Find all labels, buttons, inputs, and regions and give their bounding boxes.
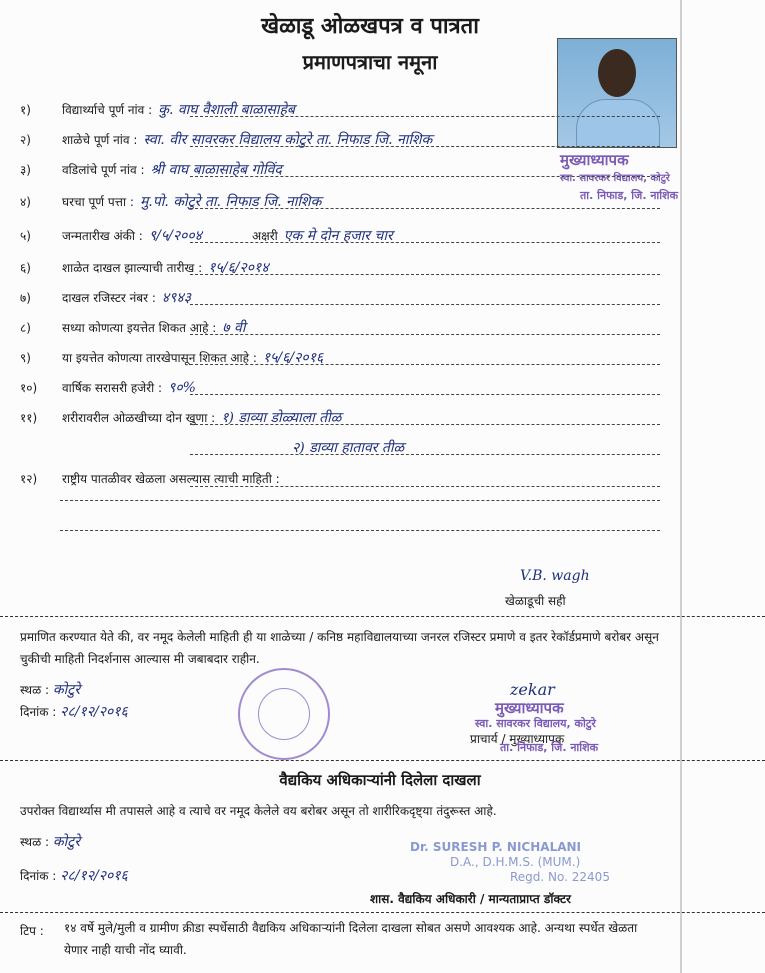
page-edge (680, 0, 682, 973)
field-label: दाखल रजिस्टर नंबर : (62, 291, 156, 305)
student-photo (557, 38, 677, 148)
field-label: विद्यार्थ्याचे पूर्ण नांव : (62, 103, 153, 117)
field-dash-line (190, 208, 660, 209)
field-dash-line (190, 364, 660, 365)
field-number: २) (20, 133, 31, 147)
medical-heading: वैद्यकिय अधिकाऱ्यांनी दिलेला दाखला (279, 771, 481, 789)
field-label: जन्मतारीख अंकी : (62, 229, 143, 243)
field-dash-line (190, 334, 660, 335)
photo-body (576, 99, 660, 148)
field-label: राष्ट्रीय पातळीवर खेळला असल्यास त्याची माहिती : (62, 472, 280, 486)
place-value: कोटुरे (52, 682, 81, 698)
note-label: टिप : (20, 924, 44, 938)
stamp-title-bottom: मुख्याध्यापक (495, 699, 564, 717)
field-value: ७ वी (222, 320, 246, 336)
field-value: स्वा. वीर सावरकर विद्यालय कोटुरे ता. निफाड जि. नाशिक (143, 132, 433, 148)
field-label: वडिलांचे पूर्ण नांव : (62, 163, 145, 177)
field-dash-line (190, 176, 660, 177)
field-value: श्री वाघ बाळासाहेब गोविंद (150, 162, 282, 178)
field-row (20, 470, 286, 487)
medical-text: उपरोक्त विद्यार्थ्यास मी तपासले आहे व त्याचे वर नमूद केलेले वय बरोबर असून तो शारीरिकदृष्ट्या तंदुरूस्त आहे. (20, 804, 497, 818)
place-label: स्थळ : (20, 683, 50, 697)
field-label: शरीरावरील ओळखीच्या दोन खुणा : (62, 411, 216, 425)
field-value: २) डाव्या हातावर तीळ (292, 440, 405, 456)
field-dash-line (190, 454, 660, 455)
field-value: ९०% (168, 380, 196, 396)
field-row (20, 288, 191, 307)
stamp-line1-bottom: स्वा. सावरकर विद्यालय, कोटुरे (475, 717, 596, 730)
field-number: ६) (20, 261, 31, 275)
field-label: घरचा पूर्ण पत्ता : (62, 195, 134, 209)
date-label: दिनांक : (20, 705, 57, 719)
med-place-value: कोटुरे (52, 834, 81, 850)
field-row (20, 378, 196, 397)
field-dash-line (190, 304, 660, 305)
field-number: १०) (20, 381, 38, 395)
field-value: ९/५/२००४ (148, 228, 202, 244)
field-label: शाळेत दाखल झाल्याची तारीख : (62, 261, 203, 275)
field-number: १२) (20, 472, 38, 486)
doctor-stamp (410, 840, 610, 885)
field-extra-label: अक्षरी (251, 229, 278, 243)
field-number: ८) (20, 321, 31, 335)
player-signature: V.B. wagh (520, 568, 590, 584)
stamp-line1-top: स्वा. सावरकर विद्यालय, कोटुरे (560, 173, 670, 184)
note-text: १४ वर्षे मुले/मुली व ग्रामीण क्रीडा स्पर्धेसाठी वैद्यकिय अधिकाऱ्यांनी दिलेला दाखला सोबत असणे आवश्यक आहे. अन्यथा स्पर्धेत खेळता येणार नाही याची नोंद घ्यावी. (64, 921, 638, 957)
photo-head (598, 49, 636, 97)
certify-text: प्रमाणित करण्यात येते की, वर नमूद केलेली माहिती ही या शाळेच्या / कनिष्ठ महाविद्यालयाच्या जनरल रजिस्टर प्रमाणे व इतर रेकॉर्डप्रमाणे बरोबर असून चुकीची माहिती निदर्शनास आल्यास मी जबाबदार राहीन. (20, 630, 659, 666)
blank-dash-line (60, 500, 660, 501)
field-value: १५/६/२०१६ (262, 350, 324, 366)
field-value: कु. वाघ वैशाली बाळासाहेब (158, 102, 295, 118)
field-dash-line (190, 242, 660, 243)
medical-officer-label: शास. वैद्यकिय अधिकारी / मान्यताप्राप्त डॉक्टर (370, 892, 571, 906)
field-value: मु.पो. कोटुरे ता. निफाड जि. नाशिक (139, 194, 322, 210)
field-number: १) (20, 103, 31, 117)
title-line2: प्रमाणपत्राचा नमूना (302, 50, 438, 74)
field-dash-line (190, 394, 660, 395)
doctor-reg: Regd. No. 22405 (510, 870, 610, 884)
med-place-label: स्थळ : (20, 835, 50, 849)
blank-dash-line (60, 530, 660, 531)
field-number: ७) (20, 291, 31, 305)
field-dash-line (190, 274, 660, 275)
field-number: ११) (20, 411, 38, 425)
school-round-stamp (238, 668, 330, 760)
field-label: सध्या कोणत्या इयत्तेत शिकत आहे : (62, 321, 217, 335)
principal-signature: zekar (510, 680, 555, 699)
field-label: वार्षिक सरासरी हजेरी : (62, 381, 163, 395)
field-dash-line (190, 146, 660, 147)
field-value: १५/६/२०१४ (208, 260, 269, 276)
med-date-value: २८/१२/२०१६ (60, 868, 128, 884)
separator-1 (0, 616, 765, 617)
field-number: ४) (20, 195, 31, 209)
doctor-qual: D.A., D.H.M.S. (MUM.) (450, 855, 581, 869)
separator-2 (0, 760, 765, 761)
field-label: शाळेचे पूर्ण नांव : (62, 133, 138, 147)
field-number: ५) (20, 229, 31, 243)
field-label: या इयत्तेत कोणत्या तारखेपासून शिकत आहे : (62, 351, 257, 365)
field-value: ४९४३ (161, 290, 192, 306)
title-line1: खेळाडू ओळखपत्र व पात्रता (261, 14, 479, 39)
stamp-line2-top: ता. निफाड, जि. नाशिक (580, 189, 679, 202)
field-value: १) डाव्या डोळ्याला तीळ (221, 410, 342, 426)
stamp-line2-bottom: ता. निफाड, जि. नाशिक (500, 741, 599, 754)
date-value: २८/१२/२०१६ (60, 704, 128, 720)
stamp-inner-ring (258, 688, 310, 740)
separator-3 (0, 912, 765, 913)
doctor-name: Dr. SURESH P. NICHALANI (410, 840, 582, 854)
stamp-title-top: मुख्याध्यापक (560, 151, 629, 169)
med-date-label: दिनांक : (20, 869, 57, 883)
player-sign-label: खेळाडूची सही (505, 594, 566, 608)
field-dash-line (190, 424, 660, 425)
field-dash-line (190, 116, 660, 117)
principal-label: प्राचार्य / मुख्याध्यापक (470, 732, 565, 746)
field-dash-line (190, 486, 660, 487)
field-number: ९) (20, 351, 31, 365)
field-extra-value: एक मे दोन हजार चार (283, 228, 393, 244)
field-number: ३) (20, 163, 31, 177)
